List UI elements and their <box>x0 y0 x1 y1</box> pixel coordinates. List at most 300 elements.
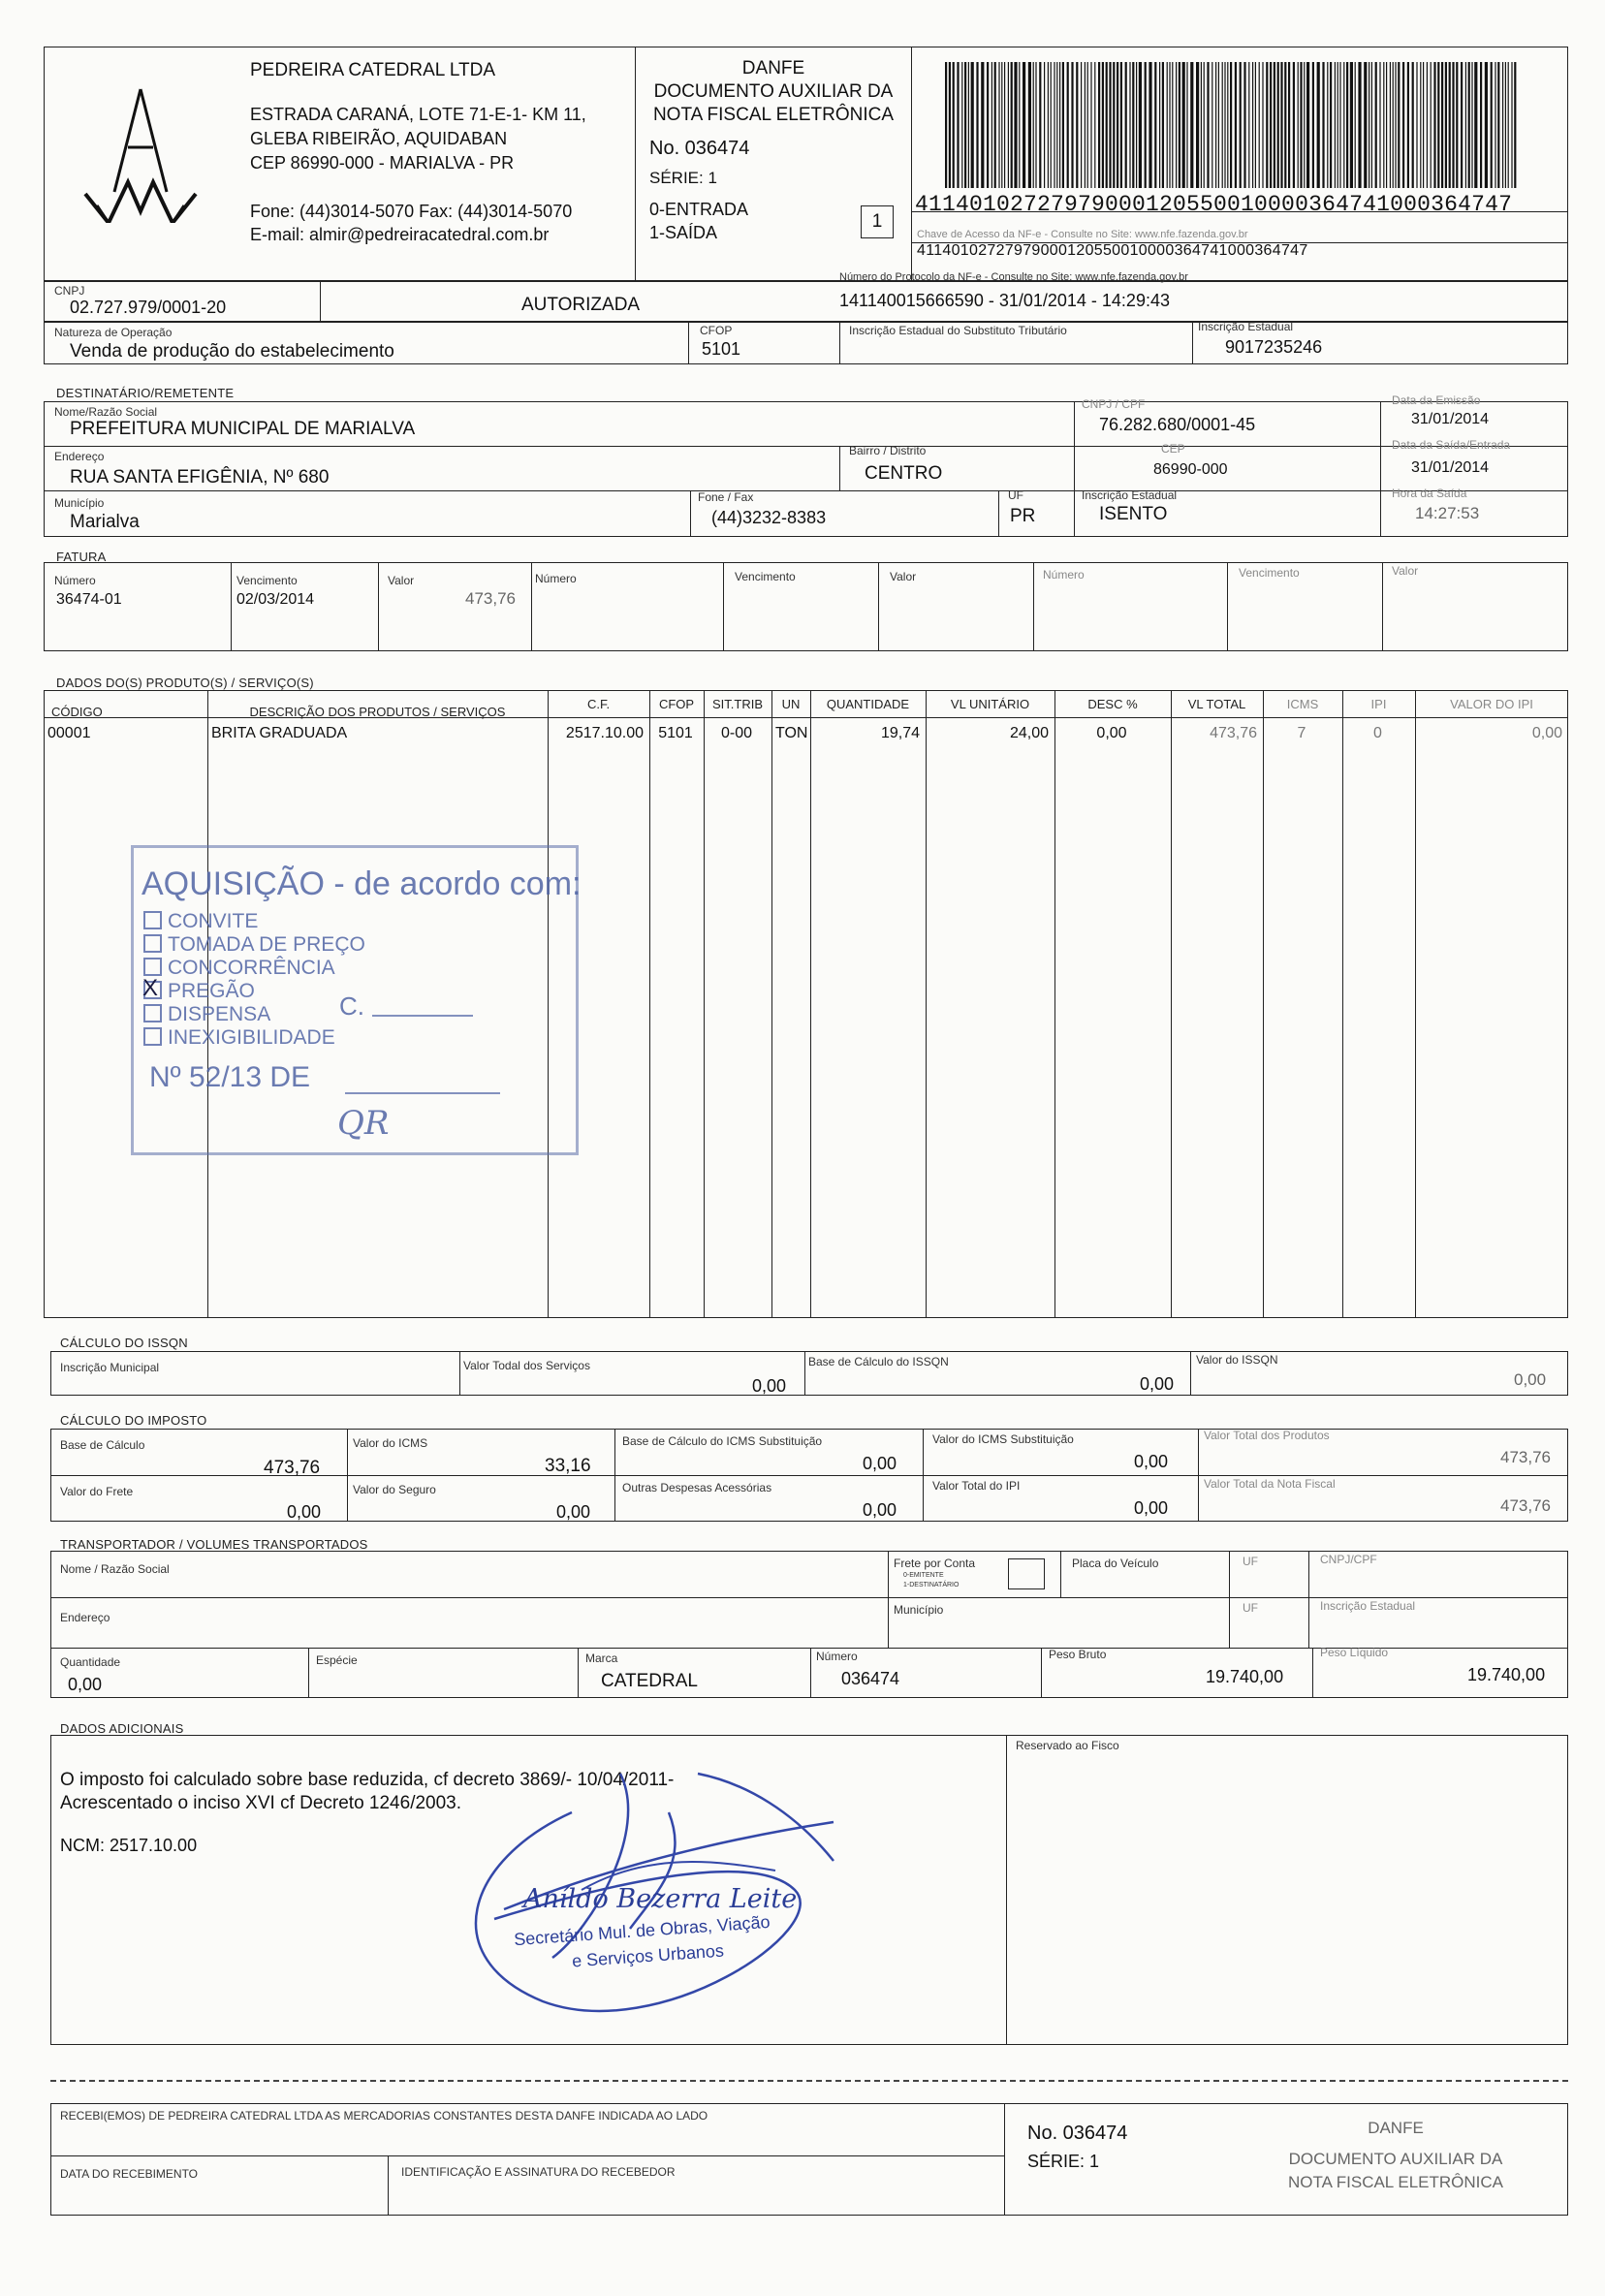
barcode-bar <box>957 62 959 188</box>
imp-produtos-label: Valor Total dos Produtos <box>1204 1429 1330 1442</box>
danfe-sub-1: DOCUMENTO AUXILIAR DA <box>653 81 894 102</box>
stamp-checkbox <box>142 975 162 1001</box>
barcode-bar <box>1259 62 1260 188</box>
barcode-bar <box>987 62 989 188</box>
dest-nome-label: Nome/Razão Social <box>54 405 158 419</box>
barcode-bar <box>1090 62 1091 188</box>
stamp-option: TOMADA DE PREÇO <box>143 933 365 957</box>
barcode-bar <box>1358 62 1361 188</box>
danfe-saida: 1-SAÍDA <box>649 223 718 242</box>
barcode-bar <box>1437 62 1439 188</box>
transp-frete-box <box>1008 1558 1045 1589</box>
transp-bruto-label: Peso Bruto <box>1049 1648 1107 1661</box>
produtos-cell: 7 <box>1297 725 1306 741</box>
barcode-bar <box>1218 62 1219 188</box>
barcode-bar <box>1339 62 1340 188</box>
barcode-bar <box>1416 62 1417 188</box>
barcode-bar <box>1162 62 1164 188</box>
barcode-bar <box>1149 62 1151 188</box>
barcode-bar <box>1262 62 1263 188</box>
emitente-endereco-2: GLEBA RIBEIRÃO, AQUIDABAN <box>250 129 508 148</box>
dest-ie: ISENTO <box>1099 504 1168 524</box>
danfe-sub-2: NOTA FISCAL ELETRÔNICA <box>652 105 895 125</box>
dest-cnpj: 76.282.680/0001-45 <box>1099 415 1256 434</box>
dest-uf-label: UF <box>1008 488 1023 502</box>
barcode-bar <box>1346 62 1348 188</box>
fatura-valor: 473,76 <box>465 589 516 608</box>
stamp-checkbox <box>143 1004 162 1022</box>
barcode-bar <box>1393 62 1394 188</box>
barcode-bar <box>1235 62 1237 188</box>
barcode-bar <box>998 62 999 188</box>
fatura-valor-label-3: Valor <box>1392 564 1419 578</box>
dest-emissao: 31/01/2014 <box>1411 411 1490 427</box>
barcode-bar <box>1132 62 1134 188</box>
transp-uf-label: UF <box>1243 1555 1258 1568</box>
cnpj-value: 02.727.979/0001-20 <box>70 298 227 317</box>
barcode-bar <box>1461 62 1463 188</box>
barcode-bar <box>1456 62 1458 188</box>
barcode-bar <box>1109 62 1111 188</box>
natureza-value: Venda de produção do estabelecimento <box>70 341 394 362</box>
assinatura-nome: Aníldo Bezerra Leite <box>523 1884 798 1914</box>
barcode-bar <box>1098 62 1100 188</box>
dest-cep: 86990-000 <box>1153 461 1228 478</box>
transp-cnpj-label: CNPJ/CPF <box>1320 1553 1377 1566</box>
chave-label: Chave de Acesso da NF-e - Consulte no Site: www.nfe.fazenda.gov.br <box>917 229 1248 240</box>
stamp-check-mark: X <box>142 975 159 1001</box>
imp-nota-label: Valor Total da Nota Fiscal <box>1204 1477 1336 1491</box>
imposto-secao: CÁLCULO DO IMPOSTO <box>60 1413 207 1428</box>
stamp-option: CONVITE <box>143 910 258 933</box>
company-logo <box>68 78 213 223</box>
barcode-bar <box>1485 62 1488 188</box>
barcode-bar <box>1224 62 1225 188</box>
produtos-header: VALOR DO IPI <box>1450 697 1533 711</box>
barcode-bar <box>961 62 962 188</box>
imp-ipi: 0,00 <box>1134 1498 1169 1518</box>
cnpj-label: CNPJ <box>54 284 85 298</box>
produtos-header: CFOP <box>658 697 695 711</box>
barcode-bar <box>1266 62 1268 188</box>
imp-seguro-label: Valor do Seguro <box>353 1483 436 1496</box>
barcode-bar <box>1355 62 1356 188</box>
aquisicao-stamp <box>131 845 582 1155</box>
barcode-bar <box>1420 62 1421 188</box>
barcode-bar <box>1371 62 1372 188</box>
barcode-bar <box>1330 62 1332 188</box>
fatura-vencimento-label: Vencimento <box>236 574 298 587</box>
transp-bruto: 19.740,00 <box>1206 1667 1284 1686</box>
canhoto-danfe: DANFE <box>1368 2119 1424 2137</box>
fisco-label: Reservado ao Fisco <box>1016 1739 1119 1752</box>
dest-uf: PR <box>1010 506 1036 526</box>
dest-fone: (44)3232-8383 <box>711 508 827 527</box>
barcode-bar <box>1159 62 1160 188</box>
barcode-bar <box>1182 62 1185 188</box>
ie-value: 9017235246 <box>1225 337 1323 357</box>
barcode-bar <box>1468 62 1470 188</box>
transp-liquido: 19.740,00 <box>1467 1665 1546 1684</box>
barcode-bar <box>1230 62 1232 188</box>
stamp-option: X PREGÃO <box>142 975 255 1002</box>
barcode-bar <box>1102 62 1104 188</box>
barcode-bar <box>964 62 966 188</box>
dest-hora-label: Hora da Saída <box>1392 487 1467 500</box>
cfop-label: CFOP <box>700 324 733 337</box>
barcode-bar <box>1465 62 1466 188</box>
barcode-bar <box>1412 62 1414 188</box>
barcode-bar <box>1508 62 1509 188</box>
adicionais-linha-2: Acrescentado o inciso XVI cf Decreto 1246/2003. <box>60 1793 462 1813</box>
barcode-bar <box>1502 62 1503 188</box>
produtos-cell: 00001 <box>47 725 91 741</box>
produtos-header: ICMS <box>1286 697 1319 711</box>
barcode-bar <box>1201 62 1202 188</box>
dest-hora: 14:27:53 <box>1415 504 1480 522</box>
dest-emissao-label: Data da Emissão <box>1392 393 1481 407</box>
barcode-bar <box>1390 62 1391 188</box>
barcode-bar <box>1433 62 1435 188</box>
adicionais-secao: DADOS ADICIONAIS <box>60 1721 184 1736</box>
danfe-tipo: 1 <box>871 211 883 232</box>
barcode-bar <box>1186 62 1187 188</box>
barcode-bar <box>1154 62 1156 188</box>
dest-cnpj-label: CNPJ / CPF <box>1082 397 1146 411</box>
issqn-secao: CÁLCULO DO ISSQN <box>60 1336 188 1350</box>
transp-placa-label: Placa do Veículo <box>1072 1557 1159 1570</box>
dest-endereco: RUA SANTA EFIGÊNIA, Nº 680 <box>70 467 330 488</box>
barcode-bar <box>1059 62 1060 188</box>
cfop-value: 5101 <box>702 339 741 359</box>
barcode-bar <box>1215 62 1216 188</box>
issqn-base-label: Base de Cálculo do ISSQN <box>808 1355 949 1368</box>
chave-barcode-numero: 41140102727979000120550010000364741000364747 <box>915 192 1513 217</box>
barcode-bar <box>1375 62 1377 188</box>
dest-ie-label: Inscrição Estadual <box>1082 488 1178 502</box>
transp-municipio-label: Município <box>894 1603 944 1617</box>
danfe-titulo: DANFE <box>741 58 805 79</box>
barcode-bar <box>1004 62 1005 188</box>
barcode-bar <box>1145 62 1147 188</box>
barcode-bar <box>1094 62 1095 188</box>
barcode-bar <box>953 62 955 188</box>
barcode-bar <box>1288 62 1290 188</box>
barcode-bar <box>1284 62 1286 188</box>
imp-icms-st: 0,00 <box>1134 1452 1169 1471</box>
barcode-bar <box>1252 62 1253 188</box>
assinatura-cargo-2: e Serviços Urbanos <box>571 1940 725 1971</box>
barcode-bar <box>1407 62 1409 188</box>
produtos-cell: 0-00 <box>720 725 753 741</box>
barcode-bar <box>1008 62 1009 188</box>
dest-saida: 31/01/2014 <box>1411 459 1490 476</box>
barcode-bar <box>1452 62 1454 188</box>
barcode-bar <box>945 62 947 188</box>
imp-seguro: 0,00 <box>556 1502 591 1522</box>
barcode-bar <box>1304 62 1305 188</box>
transp-frete-sub1: 0-EMITENTE <box>903 1572 944 1579</box>
barcode-bar <box>1076 62 1078 188</box>
produtos-cell: 2517.10.00 <box>565 725 644 741</box>
barcode-bar <box>1001 62 1002 188</box>
barcode-bar <box>1298 62 1299 188</box>
dest-endereco-label: Endereço <box>54 450 105 463</box>
barcode-bar <box>1270 62 1272 188</box>
adicionais-linha-1: O imposto foi calculado sobre base reduzida, cf decreto 3869/- 10/04/2011- <box>60 1770 675 1790</box>
issqn-im-label: Inscrição Municipal <box>60 1361 160 1374</box>
imp-base: 473,76 <box>264 1458 321 1478</box>
stamp-option: INEXIGIBILIDADE <box>143 1026 335 1050</box>
barcode-bar <box>981 62 984 188</box>
stamp-numero: Nº 52/13 DE <box>149 1061 311 1093</box>
imp-base-st: 0,00 <box>863 1454 897 1473</box>
barcode-bar <box>1248 62 1249 188</box>
barcode-bar <box>1056 62 1057 188</box>
barcode-bar <box>968 62 969 188</box>
stamp-checkbox <box>143 958 162 976</box>
produtos-cell: 5101 <box>658 725 693 741</box>
barcode-bar <box>1062 62 1064 188</box>
issqn-vts-label: Valor Todal dos Serviços <box>463 1359 590 1372</box>
dest-bairro-label: Bairro / Distrito <box>849 444 927 457</box>
produtos-cell: 24,00 <box>1009 725 1049 741</box>
transp-liquido-label: Peso Líquido <box>1320 1646 1389 1659</box>
imp-ipi-label: Valor Total do IPI <box>932 1479 1021 1493</box>
barcode-bar <box>1335 62 1336 188</box>
fatura-vencimento: 02/03/2014 <box>236 591 315 608</box>
barcode-bar <box>1449 62 1451 188</box>
stamp-title: AQUISIÇÃO - de acordo com: <box>142 865 582 902</box>
barcode-bar <box>1427 62 1428 188</box>
danfe-numero: No. 036474 <box>649 138 750 159</box>
barcode-bar <box>1514 62 1516 188</box>
issqn-base: 0,00 <box>1140 1374 1175 1394</box>
protocolo-value: 141140015666590 - 31/01/2014 - 14:29:43 <box>839 291 1170 310</box>
barcode-bar <box>1136 62 1137 188</box>
barcode-bar <box>1179 62 1180 188</box>
dest-nome: PREFEITURA MUNICIPAL DE MARIALVA <box>70 419 416 439</box>
transp-nome-label: Nome / Razão Social <box>60 1562 170 1576</box>
barcode-bar <box>1227 62 1228 188</box>
produtos-header: IPI <box>1370 697 1387 711</box>
transp-marca-label: Marca <box>585 1651 618 1665</box>
emitente-fone: Fone: (44)3014-5070 Fax: (44)3014-5070 <box>250 202 573 221</box>
dest-fone-label: Fone / Fax <box>698 490 754 504</box>
emitente-email: E-mail: almir@pedreiracatedral.com.br <box>250 225 550 244</box>
barcode-bar <box>1028 62 1031 188</box>
barcode-bar <box>1035 62 1036 188</box>
barcode-bar <box>1322 62 1324 188</box>
fatura-numero-label-2: Número <box>535 572 577 585</box>
barcode-bar <box>976 62 978 188</box>
imp-outras-label: Outras Despesas Acessórias <box>622 1481 772 1494</box>
transp-especie-label: Espécie <box>316 1653 358 1667</box>
assinatura-cargo-1: Secretário Mul. de Obras, Viação <box>513 1911 771 1950</box>
barcode-bar <box>1327 62 1328 188</box>
barcode-bar <box>1011 62 1013 188</box>
adicionais-ncm: NCM: 2517.10.00 <box>60 1836 198 1855</box>
issqn-vts: 0,00 <box>752 1376 787 1396</box>
fatura-numero: 36474-01 <box>56 591 122 608</box>
produtos-header: SIT.TRIB <box>711 697 763 711</box>
barcode-bar <box>1033 62 1034 188</box>
barcode-bar <box>1312 62 1314 188</box>
canhoto-serie: SÉRIE: 1 <box>1027 2152 1100 2171</box>
barcode-bar <box>1044 62 1045 188</box>
emitente-endereco-3: CEP 86990-000 - MARIALVA - PR <box>250 153 515 173</box>
barcode-bar <box>1120 62 1122 188</box>
barcode-bar <box>1277 62 1279 188</box>
issqn-valor-label: Valor do ISSQN <box>1196 1353 1278 1367</box>
barcode-bar <box>1172 62 1173 188</box>
produtos-cell: 473,76 <box>1210 725 1257 741</box>
natureza-label: Natureza de Operação <box>54 326 173 339</box>
danfe-entrada: 0-ENTRADA <box>649 200 749 219</box>
canhoto-numero: No. 036474 <box>1027 2123 1128 2144</box>
ie-label: Inscrição Estadual <box>1198 320 1294 333</box>
fatura-numero-label-3: Número <box>1043 568 1085 582</box>
fatura-vencimento-label-3: Vencimento <box>1239 566 1300 580</box>
barcode-bar <box>1379 62 1380 188</box>
barcode-bar <box>1497 62 1499 188</box>
barcode-bar <box>1350 62 1353 188</box>
produtos-cell: 0,00 <box>1531 725 1562 741</box>
canhoto-doc-2: NOTA FISCAL ELETRÔNICA <box>1288 2173 1503 2191</box>
barcode-bar <box>1441 62 1443 188</box>
status-autorizada: AUTORIZADA <box>521 295 641 315</box>
barcode-bar <box>1169 62 1170 188</box>
transp-frete-label: Frete por Conta <box>894 1557 976 1570</box>
barcode-bar <box>1117 62 1118 188</box>
dest-municipio-label: Município <box>54 496 105 510</box>
ie-st-label: Inscrição Estadual do Substituto Tributário <box>849 324 1067 337</box>
emitente-nome: PEDREIRA CATEDRAL LTDA <box>250 60 496 80</box>
barcode-bar <box>1240 62 1242 188</box>
barcode-bar <box>1081 62 1082 188</box>
imp-frete-label: Valor do Frete <box>60 1485 134 1498</box>
canhoto-doc-1: DOCUMENTO AUXILIAR DA <box>1288 2150 1503 2168</box>
barcode-bar <box>1222 62 1223 188</box>
transp-ie-label: Inscrição Estadual <box>1320 1599 1416 1613</box>
stamp-option: DISPENSA <box>143 1003 270 1026</box>
produtos-cell: TON <box>775 725 808 741</box>
stamp-checkbox <box>143 911 162 929</box>
barcode-bar <box>1176 62 1177 188</box>
barcode-bar <box>1190 62 1193 188</box>
barcode-bar <box>1383 62 1384 188</box>
dest-municipio: Marialva <box>70 512 140 532</box>
barcode-bar <box>1474 62 1477 188</box>
barcode-bar <box>1139 62 1142 188</box>
produtos-header: QUANTIDADE <box>826 697 910 711</box>
barcode-bar <box>1071 62 1073 188</box>
barcode-bar <box>1300 62 1302 188</box>
produtos-cell: 0 <box>1373 725 1382 741</box>
transp-marca: CATEDRAL <box>601 1671 698 1691</box>
stamp-option: CONCORRÊNCIA <box>143 957 335 980</box>
barcode-bar <box>1398 62 1400 188</box>
produtos-header: C.F. <box>586 697 611 711</box>
cut-line <box>50 2080 1568 2082</box>
barcode-bar <box>949 62 951 188</box>
barcode-bar <box>1505 62 1506 188</box>
stamp-rubrica: QR <box>337 1104 390 1143</box>
barcode-bar <box>1113 62 1115 188</box>
barcode <box>945 62 1526 188</box>
imp-outras: 0,00 <box>863 1500 897 1520</box>
barcode-bar <box>1125 62 1127 188</box>
dest-cep-label: CEP <box>1161 442 1185 456</box>
produtos-cell: 19,74 <box>880 725 920 741</box>
barcode-bar <box>1293 62 1295 188</box>
transp-uf2-label: UF <box>1243 1601 1258 1615</box>
stamp-checkbox <box>143 1027 162 1046</box>
produtos-header: VL UNITÁRIO <box>950 697 1030 711</box>
fatura-secao: FATURA <box>56 550 107 564</box>
produtos-cell: BRITA GRADUADA <box>211 725 348 741</box>
barcode-bar <box>1019 62 1020 188</box>
barcode-bar <box>1491 62 1493 188</box>
transp-endereco-label: Endereço <box>60 1611 110 1624</box>
produtos-secao: DADOS DO(S) PRODUTO(S) / SERVIÇO(S) <box>56 676 314 690</box>
barcode-bar <box>1364 62 1367 188</box>
produtos-header: DESC % <box>1087 697 1138 711</box>
stamp-checkbox <box>143 934 162 953</box>
barcode-bar <box>971 62 974 188</box>
barcode-bar <box>1048 62 1049 188</box>
barcode-bar <box>1423 62 1424 188</box>
barcode-bar <box>1067 62 1069 188</box>
barcode-bar <box>1014 62 1017 188</box>
barcode-bar <box>1471 62 1472 188</box>
fatura-valor-label-2: Valor <box>890 570 917 583</box>
barcode-bar <box>1386 62 1387 188</box>
fatura-numero-label: Número <box>54 574 96 587</box>
emitente-endereco-1: ESTRADA CARANÁ, LOTE 71-E-1- KM 11, <box>250 105 586 124</box>
barcode-bar <box>1051 62 1052 188</box>
transp-qtd-label: Quantidade <box>60 1655 121 1669</box>
canhoto-ident-label: IDENTIFICAÇÃO E ASSINATURA DO RECEBEDOR <box>401 2165 676 2179</box>
fatura-vencimento-label-2: Vencimento <box>735 570 796 583</box>
barcode-bar <box>1445 62 1447 188</box>
transp-numero-label: Número <box>816 1650 858 1663</box>
chave-valor: 41140102727979000120550010000364741000364747 <box>917 242 1308 259</box>
barcode-bar <box>1395 62 1396 188</box>
transporte-secao: TRANSPORTADOR / VOLUMES TRANSPORTADOS <box>60 1537 368 1552</box>
stamp-c-label: C. <box>339 991 364 1021</box>
barcode-bar <box>991 62 992 188</box>
produtos-header: VL TOTAL <box>1187 697 1246 711</box>
produtos-header: DESCRIÇÃO DOS PRODUTOS / SERVIÇOS <box>249 705 506 719</box>
canhoto-recebemos: RECEBI(EMOS) DE PEDREIRA CATEDRAL LTDA AS MERCADORIAS CONSTANTES DESTA DANFE INDICADA AO LADO <box>60 2109 708 2123</box>
barcode-bar <box>1207 62 1209 188</box>
canhoto-data-label: DATA DO RECEBIMENTO <box>60 2167 199 2181</box>
produtos-cell: 0,00 <box>1096 725 1127 741</box>
imp-base-label: Base de Cálculo <box>60 1438 145 1452</box>
barcode-bar <box>1274 62 1275 188</box>
barcode-bar <box>1402 62 1404 188</box>
dest-bairro: CENTRO <box>865 463 943 484</box>
barcode-bar <box>1106 62 1108 188</box>
barcode-bar <box>1343 62 1344 188</box>
produtos-header: CÓDIGO <box>51 705 103 719</box>
barcode-bar <box>1196 62 1199 188</box>
protocolo-label: Número do Protocolo da NF-e - Consulte no Site: www.nfe.fazenda.gov.br <box>839 271 1188 283</box>
barcode-bar <box>1023 62 1025 188</box>
barcode-bar <box>1243 62 1245 188</box>
barcode-bar <box>1129 62 1130 188</box>
